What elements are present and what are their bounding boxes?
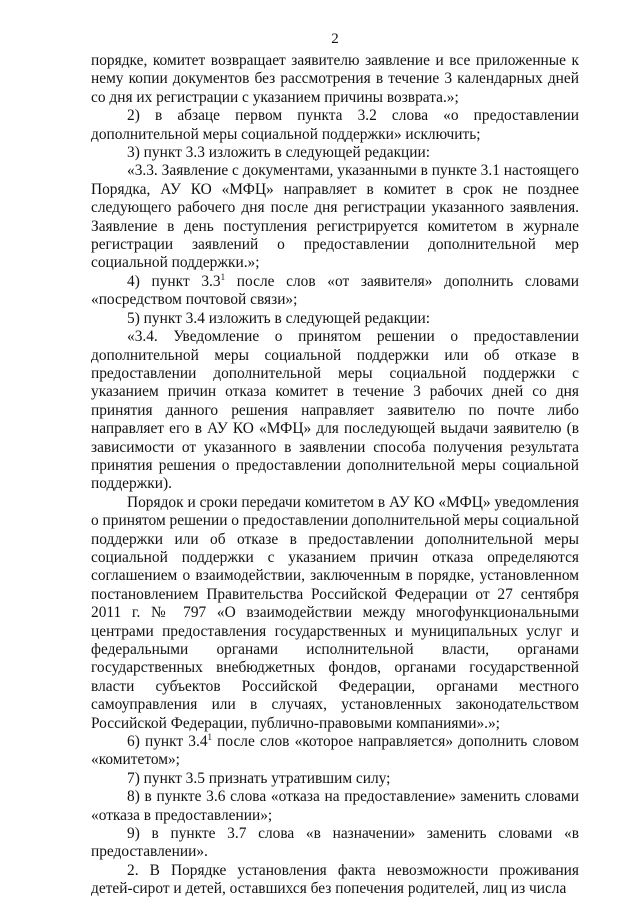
- paragraph-section-2: 2. В Порядке установления факта невозможности проживания детей-сирот и детей, оставшихся без попечения родителей, лиц из числа: [91, 861, 579, 898]
- paragraph-item-7: 7) пункт 3.5 признать утратившим силу;: [127, 769, 391, 787]
- item-6-text-start: 6) пункт 3.4: [127, 733, 208, 751]
- paragraph-clause-3-3: «3.3. Заявление с документами, указанными в пункте 3.1 настоящего Порядка, АУ КО «МФЦ» направляет в комитет в срок не позднее следующего рабочего дня после дня регистрации указанного заявления. Заявление в день поступления регистрируется комитетом в журнале регистрации заявлений о предоставлении дополнительной мер социальной поддержки.»;: [91, 162, 579, 272]
- item-6-superscript: 1: [207, 732, 213, 743]
- paragraph-procedure: Порядок и сроки передачи комитетом в АУ КО «МФЦ» уведомления о принятом решении о предоставлении дополнительной меры социальной поддержки или об отказе в предоставлении дополнительной меры социальной поддержки с указанием причин отказа определяются соглашением о взаимодействии, заключенным в порядке, установленном постановлением Правительства Российской Федерации от 27 сентября 2011 г. № 797 «О взаимодействии между многофункциональными центрами предоставления государственных и муниципальных услуг и федеральными органами исполнительной власти, органами государственных внебюджетных фондов, органами государственной власти субъектов Российской Федерации, органами местного самоуправления или в случаях, установленных законодательством Российской Федерации, публично-правовыми компаниями».»;: [91, 493, 579, 732]
- page-number: 2: [331, 31, 339, 47]
- paragraph-item-4: [91, 273, 579, 310]
- item-4-superscript: 1: [220, 271, 226, 282]
- paragraph-item-5: 5) пункт 3.4 изложить в следующей редакции:: [127, 309, 431, 327]
- paragraph-item-6: [91, 733, 579, 770]
- paragraph-item-2: 2) в абзаце первом пункта 3.2 слова «о предоставлении дополнительной меры социальной поддержки» исключить;: [91, 107, 579, 143]
- paragraph-clause-3-4: «3.4. Уведомление о принятом решении о предоставлении дополнительной меры социальной поддержки или об отказе в предоставлении дополнительной меры социальной поддержки с указанием причин отказа комитет в течение 3 рабочих дней со дня принятия данного решения направляет заявителю по почте либо направляет его в АУ КО «МФЦ» для последующей выдачи заявителю (в зависимости от указанного в заявлении способа получения результата принятия решения о предоставлении дополнительной меры социальной поддержки).: [91, 328, 579, 493]
- paragraph-item-3: 3) пункт 3.3 изложить в следующей редакции:: [127, 144, 431, 162]
- item-4-text-start: 4) пункт 3.3: [127, 272, 221, 290]
- item-4-text-end: после слов «от заявителя» дополнить словами «посредством почтовой связи»;: [91, 272, 579, 309]
- item-6-text-end: после слов «которое направляется» дополнить словом «комитетом»;: [91, 733, 579, 769]
- paragraph-continuation: порядке, комитет возвращает заявителю заявление и все приложенные к нему копии документов без рассмотрения в течение 3 календарных дней со дня их регистрации с указанием причины возврата.»;: [91, 52, 579, 106]
- document-page: [91, 30, 579, 899]
- paragraph-item-9: 9) в пункте 3.7 слова «в назначении» заменить словами «в предоставлении».: [91, 825, 579, 861]
- paragraph-item-8: 8) в пункте 3.6 слова «отказа на предоставление» заменить словами «отказа в предоставлении»;: [91, 788, 579, 824]
